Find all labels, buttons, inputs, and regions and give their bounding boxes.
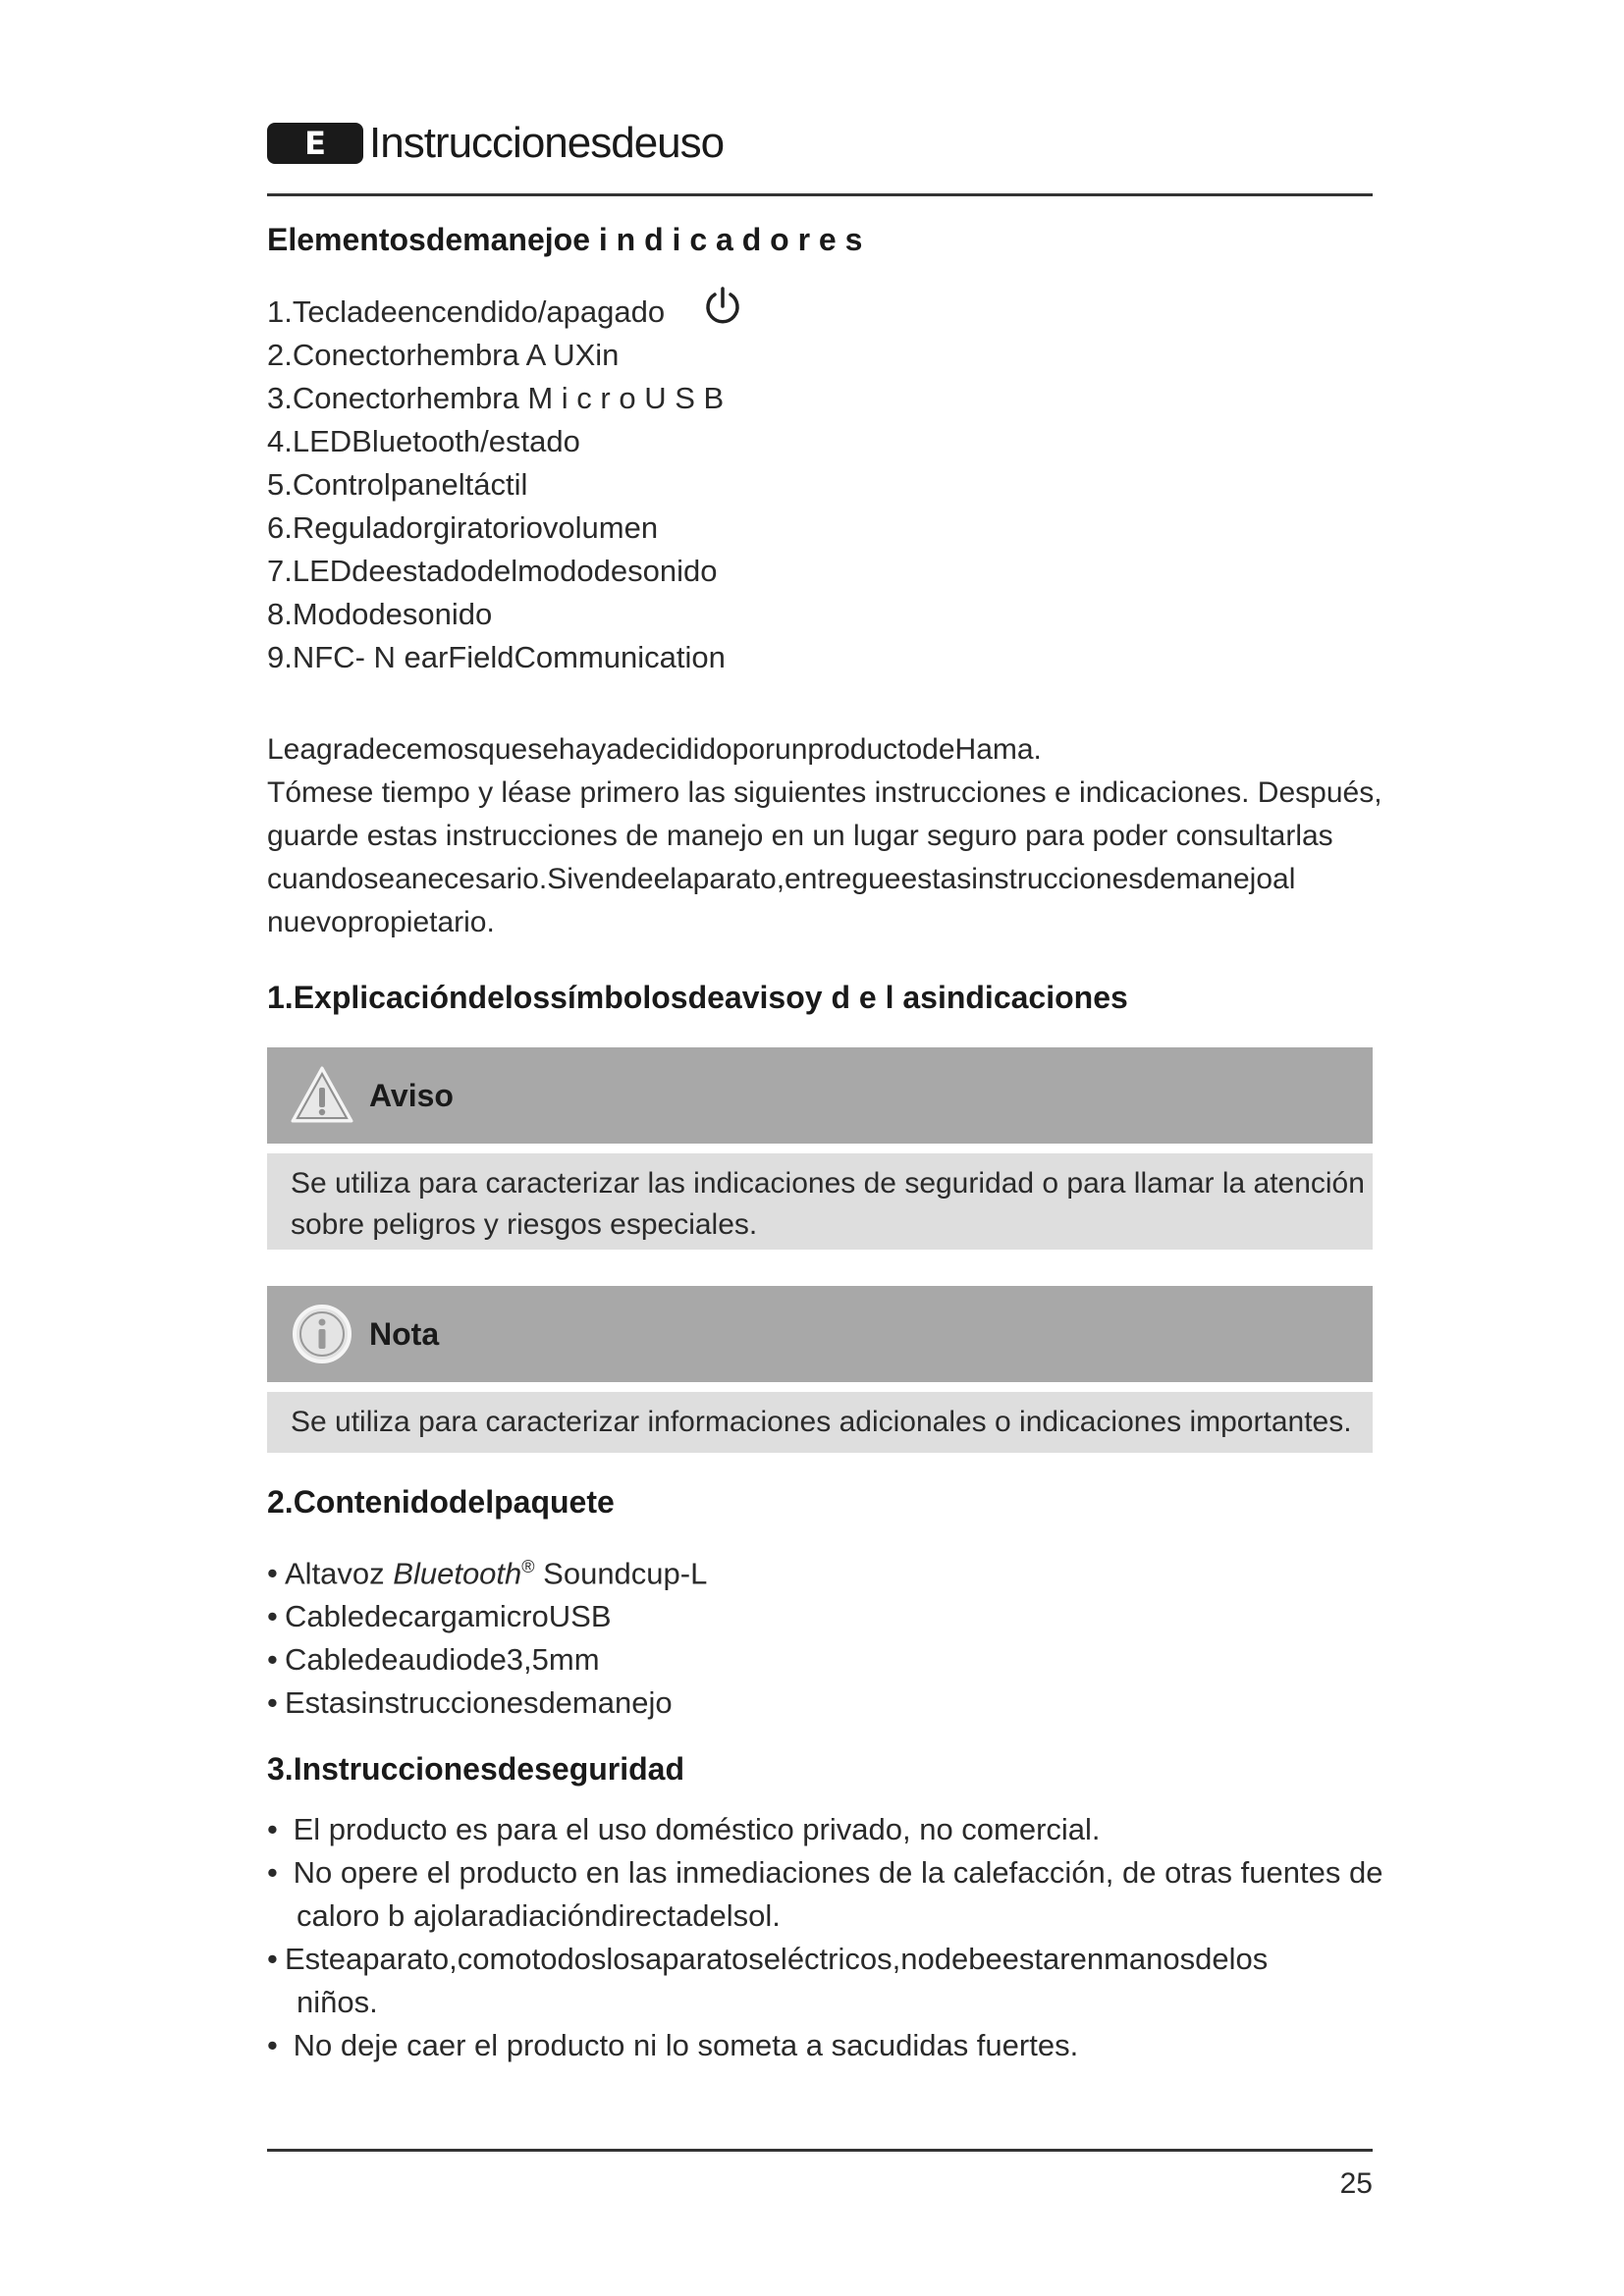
bullet: • [267,1599,278,1634]
language-badge: E [267,123,363,164]
footer-divider [267,2149,1373,2152]
intro-line: LeagradecemosquesehayadecididoporunproductodeHama. [267,733,1042,766]
list-item: 5.Controlpaneltáctil [267,467,528,502]
bullet: • [267,1942,278,1976]
list-item: • Cabledeaudiode3,5mm [267,1638,707,1682]
warning-box-body [267,1153,1373,1250]
package-contents-list [267,1545,707,1725]
header-divider [267,193,1373,196]
safety-instructions-list [267,1808,1382,2067]
bullet: • [267,1855,278,1890]
page-header [267,116,724,171]
list-item: • El producto es para el uso doméstico privado, no comercial. [267,1808,1382,1851]
warning-box-header [267,1047,1373,1144]
controls-heading: Elementosdemanejoe i n d i c a d o r e s [267,222,863,257]
controls-list [267,291,726,679]
list-item: • Estasinstruccionesdemanejo [267,1682,707,1725]
list-item: 6.Reguladorgiratoriovolumen [267,510,659,545]
list-item: 3.Conectorhembra M i c r o U S B [267,381,725,415]
list-item: • No deje caer el producto ni lo someta a sacudidas fuertes. [267,2024,1382,2067]
info-icon [287,1299,357,1369]
page-number: 25 [1339,2167,1373,2200]
warning-label: Aviso [369,1077,454,1113]
intro-line: Tómese tiempo y léase primero las siguientes instrucciones e indicaciones. Después, [267,776,1382,809]
page-title: Instruccionesdeuso [369,119,725,167]
bullet: • [267,1812,278,1846]
section-2-heading: 2.Contenidodelpaquete [267,1484,615,1520]
intro-paragraph [267,728,1382,944]
note-box-header [267,1286,1373,1382]
bullet: • [267,1556,278,1591]
note-label: Nota [369,1315,440,1352]
bullet: • [267,2028,278,2062]
warning-triangle-icon [287,1060,357,1131]
intro-line: guarde estas instrucciones de manejo en un lugar seguro para poder consultarlas [267,820,1333,852]
intro-line: cuandoseanecesario.Sivendeelaparato,entregueestasinstruccionesdemanejoal [267,863,1296,895]
list-item: • Esteaparato,comotodoslosaparatoseléctricos,nodebeestarenmanosdelos niños. [267,1938,1382,2024]
list-item: 9.NFC- N earFieldCommunication [267,640,726,674]
list-item: • Altavoz Bluetooth® Soundcup-L [267,1545,707,1595]
list-item: • No opere el producto en las inmediaciones de la calefacción, de otras fuentes de caloro b ajolaradiacióndirectadelsol. [267,1851,1382,1938]
list-item: 4.LEDBluetooth/estado [267,424,580,458]
bullet: • [267,1642,278,1678]
bullet: • [267,1685,278,1721]
note-box-body [267,1392,1373,1453]
list-item: 1.Tecladeencendido/apagado [267,294,666,329]
note-text-line: Se utiliza para caracterizar informaciones adicionales o indicaciones importantes. [291,1406,1352,1438]
list-item: • CabledecargamicroUSB [267,1595,707,1638]
warning-text-line: Se utiliza para caracterizar las indicaciones de seguridad o para llamar la atención [291,1167,1365,1200]
manual-page [267,0,1383,2296]
intro-line: nuevopropietario. [267,906,495,938]
power-icon [703,285,742,328]
list-item: 7.LEDdeestadodelmododesonido [267,554,718,588]
section-3-heading: 3.Instruccionesdeseguridad [267,1751,685,1787]
list-item: 2.Conectorhembra A UXin [267,338,620,372]
section-1-heading: 1.Explicacióndelossímbolosdeavisoy d e l asindicaciones [267,980,1128,1015]
list-item: 8.Mododesonido [267,597,493,631]
warning-text-line: sobre peligros y riesgos especiales. [291,1208,758,1241]
